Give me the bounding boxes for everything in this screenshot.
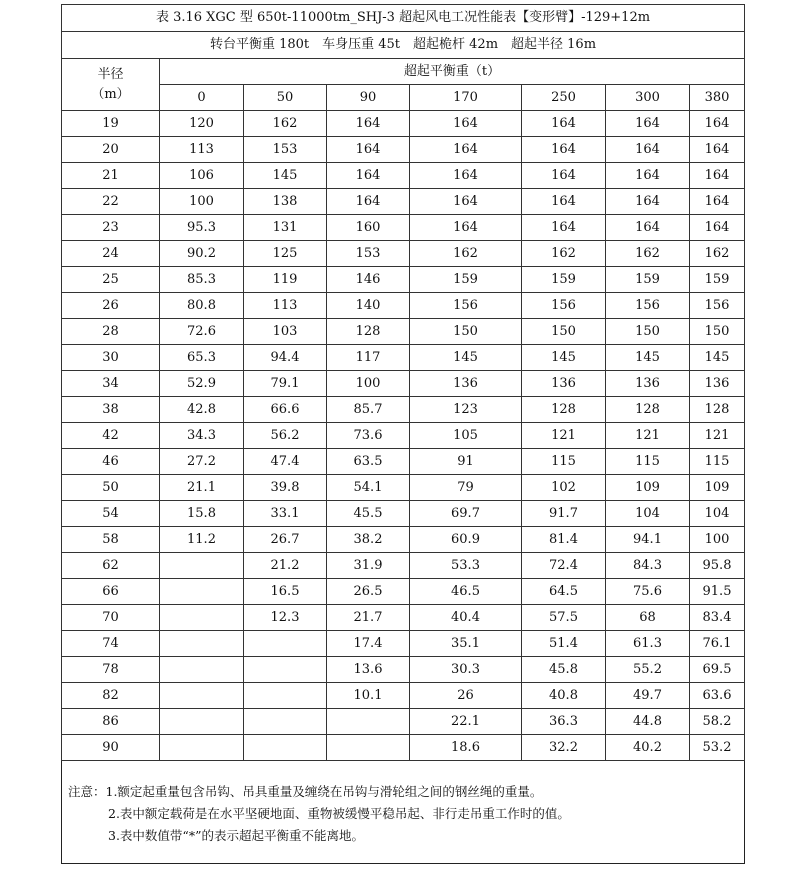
load-cell: 45.8 <box>522 657 606 683</box>
load-cell: 140 <box>327 293 410 319</box>
load-cell: 53.2 <box>690 735 745 761</box>
load-cell: 80.8 <box>160 293 244 319</box>
load-cell: 104 <box>690 501 745 527</box>
table-row <box>62 345 745 371</box>
table-row <box>62 527 745 553</box>
counterweight-header: 超起平衡重（t） <box>160 59 745 85</box>
load-cell: 60.9 <box>410 527 522 553</box>
load-cell: 115 <box>690 449 745 475</box>
radius-cell: 62 <box>62 553 160 579</box>
load-cell: 164 <box>410 163 522 189</box>
load-cell: 63.6 <box>690 683 745 709</box>
load-cell: 115 <box>522 449 606 475</box>
table-row <box>62 579 745 605</box>
load-cell: 136 <box>410 371 522 397</box>
notes <box>68 781 570 847</box>
radius-cell: 22 <box>62 189 160 215</box>
load-cell: 162 <box>606 241 690 267</box>
load-cell: 109 <box>690 475 745 501</box>
load-cell: 164 <box>522 215 606 241</box>
load-cell: 138 <box>244 189 327 215</box>
load-cell: 34.3 <box>160 423 244 449</box>
load-cell <box>244 631 327 657</box>
load-cell: 35.1 <box>410 631 522 657</box>
load-cell: 150 <box>522 319 606 345</box>
load-cell: 162 <box>410 241 522 267</box>
load-cell: 164 <box>522 163 606 189</box>
radius-cell: 86 <box>62 709 160 735</box>
load-cell: 16.5 <box>244 579 327 605</box>
load-cell: 113 <box>160 137 244 163</box>
load-cell: 156 <box>606 293 690 319</box>
load-cell: 164 <box>410 215 522 241</box>
load-cell: 45.5 <box>327 501 410 527</box>
load-cell: 26.5 <box>327 579 410 605</box>
load-cell: 123 <box>410 397 522 423</box>
load-cell: 164 <box>410 137 522 163</box>
load-cell: 91.5 <box>690 579 745 605</box>
table-row <box>62 267 745 293</box>
load-cell: 65.3 <box>160 345 244 371</box>
table-row <box>62 319 745 345</box>
load-cell: 164 <box>522 137 606 163</box>
table-row <box>62 371 745 397</box>
load-cell: 164 <box>690 189 745 215</box>
load-cell: 136 <box>690 371 745 397</box>
radius-cell: 70 <box>62 605 160 631</box>
load-cell: 156 <box>410 293 522 319</box>
load-cell: 145 <box>690 345 745 371</box>
counterweight-header-cell: 50 <box>244 85 327 111</box>
table-row <box>62 553 745 579</box>
load-cell: 159 <box>690 267 745 293</box>
load-cell: 46.5 <box>410 579 522 605</box>
load-cell: 119 <box>244 267 327 293</box>
load-cell: 84.3 <box>606 553 690 579</box>
load-cell <box>244 683 327 709</box>
radius-cell: 24 <box>62 241 160 267</box>
load-cell <box>327 735 410 761</box>
load-cell: 164 <box>606 163 690 189</box>
load-cell: 164 <box>606 189 690 215</box>
load-cell: 79.1 <box>244 371 327 397</box>
load-cell: 40.4 <box>410 605 522 631</box>
load-cell: 72.4 <box>522 553 606 579</box>
load-cell: 100 <box>327 371 410 397</box>
load-cell: 109 <box>606 475 690 501</box>
load-cell <box>244 709 327 735</box>
load-cell <box>160 735 244 761</box>
note-1: 注意：1.额定起重量包含吊钩、吊具重量及缠绕在吊钩与滑轮组之间的钢丝绳的重量。 <box>68 784 543 799</box>
counterweight-header-cell: 0 <box>160 85 244 111</box>
table-row <box>62 657 745 683</box>
table-row <box>62 241 745 267</box>
load-cell: 156 <box>522 293 606 319</box>
radius-cell: 90 <box>62 735 160 761</box>
load-cell: 26.7 <box>244 527 327 553</box>
radius-header-unit: （m） <box>91 86 130 102</box>
load-cell: 136 <box>606 371 690 397</box>
radius-cell: 42 <box>62 423 160 449</box>
load-cell: 153 <box>327 241 410 267</box>
load-cell: 94.4 <box>244 345 327 371</box>
load-cell <box>160 579 244 605</box>
load-cell: 128 <box>606 397 690 423</box>
radius-cell: 30 <box>62 345 160 371</box>
load-cell: 54.1 <box>327 475 410 501</box>
load-cell: 94.1 <box>606 527 690 553</box>
load-cell: 105 <box>410 423 522 449</box>
load-cell: 13.6 <box>327 657 410 683</box>
load-cell: 164 <box>327 137 410 163</box>
load-cell: 159 <box>606 267 690 293</box>
table-row <box>62 709 745 735</box>
load-cell: 31.9 <box>327 553 410 579</box>
load-cell: 40.8 <box>522 683 606 709</box>
load-cell: 106 <box>160 163 244 189</box>
load-cell: 128 <box>690 397 745 423</box>
load-cell: 72.6 <box>160 319 244 345</box>
load-cell: 73.6 <box>327 423 410 449</box>
load-cell: 44.8 <box>606 709 690 735</box>
load-cell: 40.2 <box>606 735 690 761</box>
load-cell: 83.4 <box>690 605 745 631</box>
load-cell: 42.8 <box>160 397 244 423</box>
load-cell: 164 <box>690 163 745 189</box>
load-cell: 160 <box>327 215 410 241</box>
radius-cell: 38 <box>62 397 160 423</box>
load-cell <box>160 553 244 579</box>
load-cell: 131 <box>244 215 327 241</box>
counterweight-header-cell: 250 <box>522 85 606 111</box>
load-cell: 102 <box>522 475 606 501</box>
load-cell <box>160 631 244 657</box>
load-cell: 164 <box>327 163 410 189</box>
radius-cell: 66 <box>62 579 160 605</box>
load-cell: 30.3 <box>410 657 522 683</box>
load-cell: 58.2 <box>690 709 745 735</box>
radius-cell: 34 <box>62 371 160 397</box>
load-cell: 75.6 <box>606 579 690 605</box>
load-cell: 81.4 <box>522 527 606 553</box>
load-cell: 164 <box>410 189 522 215</box>
load-cell: 52.9 <box>160 371 244 397</box>
table-row <box>62 605 745 631</box>
load-cell: 121 <box>606 423 690 449</box>
load-cell: 17.4 <box>327 631 410 657</box>
load-cell: 121 <box>522 423 606 449</box>
radius-cell: 28 <box>62 319 160 345</box>
load-cell <box>160 657 244 683</box>
load-cell: 39.8 <box>244 475 327 501</box>
load-cell: 128 <box>327 319 410 345</box>
load-cell: 164 <box>522 111 606 137</box>
table-row <box>62 111 745 137</box>
load-cell: 145 <box>522 345 606 371</box>
load-cell: 164 <box>410 111 522 137</box>
table-row <box>62 735 745 761</box>
table-row <box>62 397 745 423</box>
load-cell: 159 <box>410 267 522 293</box>
load-cell: 100 <box>160 189 244 215</box>
load-cell: 95.8 <box>690 553 745 579</box>
load-cell: 164 <box>690 111 745 137</box>
load-cell: 64.5 <box>522 579 606 605</box>
load-cell: 145 <box>410 345 522 371</box>
table-row <box>62 475 745 501</box>
table-title: 表 3.16 XGC 型 650t-11000tm_SHJ-3 超起风电工况性能表【变形臂】-129+12m <box>62 5 745 32</box>
load-cell: 90.2 <box>160 241 244 267</box>
load-cell <box>327 709 410 735</box>
load-cell: 164 <box>606 111 690 137</box>
load-cell: 15.8 <box>160 501 244 527</box>
table-row <box>62 683 745 709</box>
load-cell: 12.3 <box>244 605 327 631</box>
load-cell: 95.3 <box>160 215 244 241</box>
load-cell: 69.5 <box>690 657 745 683</box>
load-chart-table <box>61 4 745 761</box>
load-cell: 66.6 <box>244 397 327 423</box>
load-cell: 85.7 <box>327 397 410 423</box>
radius-cell: 19 <box>62 111 160 137</box>
load-cell: 91 <box>410 449 522 475</box>
load-cell: 33.1 <box>244 501 327 527</box>
note-2: 2.表中额定载荷是在水平坚硬地面、重物被缓慢平稳吊起、非行走吊重工作时的值。 <box>108 806 570 821</box>
load-cell: 21.2 <box>244 553 327 579</box>
load-cell: 128 <box>522 397 606 423</box>
load-cell: 103 <box>244 319 327 345</box>
table-row <box>62 631 745 657</box>
load-cell: 68 <box>606 605 690 631</box>
load-cell: 150 <box>606 319 690 345</box>
radius-cell: 74 <box>62 631 160 657</box>
load-cell <box>244 657 327 683</box>
load-cell: 26 <box>410 683 522 709</box>
radius-cell: 25 <box>62 267 160 293</box>
radius-cell: 23 <box>62 215 160 241</box>
load-cell: 76.1 <box>690 631 745 657</box>
load-cell: 113 <box>244 293 327 319</box>
radius-header <box>62 59 160 111</box>
load-cell: 156 <box>690 293 745 319</box>
load-cell: 91.7 <box>522 501 606 527</box>
load-cell: 164 <box>690 215 745 241</box>
load-cell <box>160 683 244 709</box>
radius-cell: 46 <box>62 449 160 475</box>
radius-header-label: 半径 <box>97 66 124 82</box>
table-row <box>62 501 745 527</box>
table-row <box>62 449 745 475</box>
load-cell: 164 <box>327 111 410 137</box>
load-cell: 150 <box>690 319 745 345</box>
load-cell: 51.4 <box>522 631 606 657</box>
load-cell: 49.7 <box>606 683 690 709</box>
load-cell: 164 <box>690 137 745 163</box>
load-cell: 63.5 <box>327 449 410 475</box>
load-cell: 162 <box>244 111 327 137</box>
load-cell: 36.3 <box>522 709 606 735</box>
table-row <box>62 163 745 189</box>
load-cell: 21.1 <box>160 475 244 501</box>
load-cell: 27.2 <box>160 449 244 475</box>
load-cell: 164 <box>327 189 410 215</box>
load-cell: 104 <box>606 501 690 527</box>
load-cell: 53.3 <box>410 553 522 579</box>
counterweight-header-cell: 90 <box>327 85 410 111</box>
load-cell: 146 <box>327 267 410 293</box>
load-cell: 153 <box>244 137 327 163</box>
load-cell: 162 <box>690 241 745 267</box>
table-row <box>62 189 745 215</box>
load-cell: 55.2 <box>606 657 690 683</box>
load-cell: 136 <box>522 371 606 397</box>
radius-cell: 82 <box>62 683 160 709</box>
load-cell: 164 <box>522 189 606 215</box>
load-cell: 125 <box>244 241 327 267</box>
load-cell: 121 <box>690 423 745 449</box>
load-cell: 11.2 <box>160 527 244 553</box>
load-cell: 10.1 <box>327 683 410 709</box>
table-row <box>62 137 745 163</box>
load-cell: 38.2 <box>327 527 410 553</box>
table-row <box>62 215 745 241</box>
load-cell: 164 <box>606 137 690 163</box>
load-cell: 32.2 <box>522 735 606 761</box>
load-cell: 85.3 <box>160 267 244 293</box>
load-cell: 145 <box>606 345 690 371</box>
radius-cell: 58 <box>62 527 160 553</box>
table-row <box>62 423 745 449</box>
radius-cell: 78 <box>62 657 160 683</box>
load-cell <box>244 735 327 761</box>
load-cell: 69.7 <box>410 501 522 527</box>
load-cell: 115 <box>606 449 690 475</box>
load-chart-document <box>61 4 745 864</box>
radius-cell: 20 <box>62 137 160 163</box>
load-cell: 56.2 <box>244 423 327 449</box>
load-cell: 21.7 <box>327 605 410 631</box>
load-cell: 164 <box>606 215 690 241</box>
load-cell <box>160 605 244 631</box>
load-cell: 120 <box>160 111 244 137</box>
load-cell: 57.5 <box>522 605 606 631</box>
load-cell <box>160 709 244 735</box>
table-row <box>62 293 745 319</box>
load-cell: 150 <box>410 319 522 345</box>
load-cell: 47.4 <box>244 449 327 475</box>
note-3: 3.表中数值带“*”的表示超起平衡重不能离地。 <box>108 828 364 843</box>
counterweight-header-cell: 380 <box>690 85 745 111</box>
counterweight-header-cell: 300 <box>606 85 690 111</box>
radius-cell: 26 <box>62 293 160 319</box>
load-cell: 117 <box>327 345 410 371</box>
radius-cell: 54 <box>62 501 160 527</box>
radius-cell: 50 <box>62 475 160 501</box>
load-cell: 162 <box>522 241 606 267</box>
table-subtitle: 转台平衡重 180t 车身压重 45t 超起桅杆 42m 超起半径 16m <box>62 32 745 59</box>
counterweight-header-cell: 170 <box>410 85 522 111</box>
radius-cell: 21 <box>62 163 160 189</box>
load-cell: 61.3 <box>606 631 690 657</box>
load-cell: 145 <box>244 163 327 189</box>
counterweight-values-row <box>62 85 745 111</box>
load-cell: 79 <box>410 475 522 501</box>
load-cell: 100 <box>690 527 745 553</box>
load-cell: 159 <box>522 267 606 293</box>
load-cell: 18.6 <box>410 735 522 761</box>
load-cell: 22.1 <box>410 709 522 735</box>
